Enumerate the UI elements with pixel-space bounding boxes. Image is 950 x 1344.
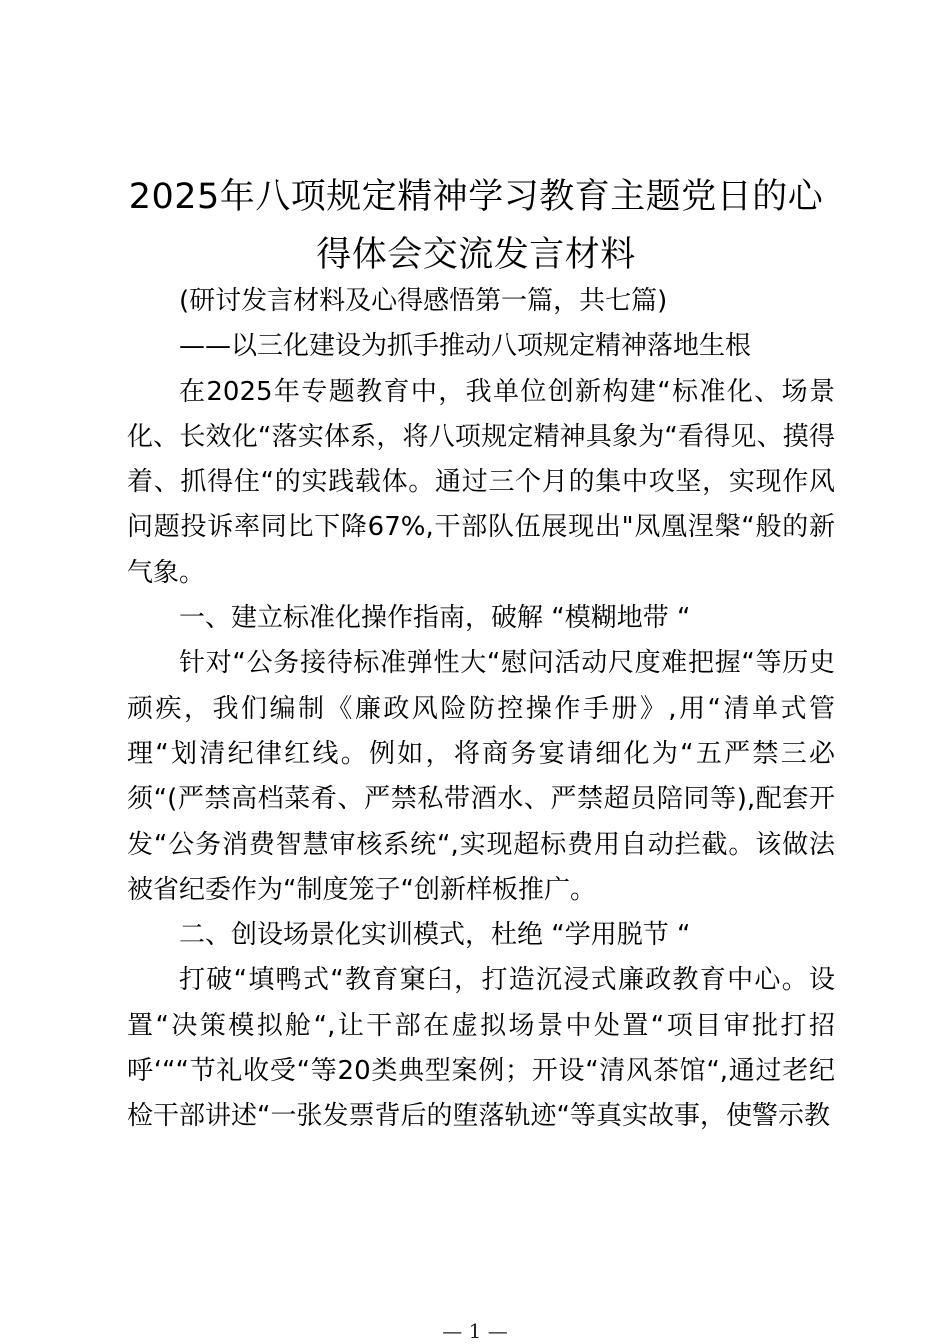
page-number: — 1 —	[442, 1319, 508, 1343]
paragraph-section-1: 针对“公务接待标准弹性大“慰问活动尺度难把握“等历史顽疾，我们编制《廉政风险防控操作手册》,用“清单式管理“划清纪律红线。例如，将商务宴请细化为“五严禁三必须“(严禁高档菜肴、严禁私带酒水、严禁超员陪同等),配套开发“公务消费智慧审核系统“,实现超标费用自动拦截。该做法被省纪委作为“制度笼子“创新样板推广。	[127, 648, 835, 905]
document-body	[127, 279, 835, 1140]
document-subtitle: (研讨发言材料及心得感悟第一篇，共七篇)	[179, 286, 668, 316]
section-heading-2: 二、创设场景化实训模式，杜绝 “学用脱节 “	[179, 920, 691, 951]
paragraph-intro: 在2025年专题教育中，我单位创新构建“标准化、场景化、长效化“落实体系，将八项规定精神具象为“看得见、摸得着、抓得住“的实践载体。通过三个月的集中攻坚，实现作风问题投诉率同比下降67%,干部队伍展现出"凤凰涅槃“般的新气象。	[127, 376, 835, 588]
section-heading-1: 一、建立标准化操作指南，破解 “模糊地带 “	[179, 603, 691, 634]
document-theme: ——以三化建设为抓手推动八项规定精神落地生根	[179, 331, 752, 362]
paragraph-section-2: 打破“填鸭式“教育窠臼，打造沉浸式廉政教育中心。设置“决策模拟舱“,让干部在虚拟场景中处置“项目审批打招呼‘““节礼收受“等20类典型案例；开设“清风茶馆“,通过老纪检干部讲述“一张发票背后的堕落轨迹“等真实故事，使警示教	[127, 965, 835, 1132]
document-title: 2025年八项规定精神学习教育主题党日的心得体会交流发言材料	[128, 177, 824, 275]
